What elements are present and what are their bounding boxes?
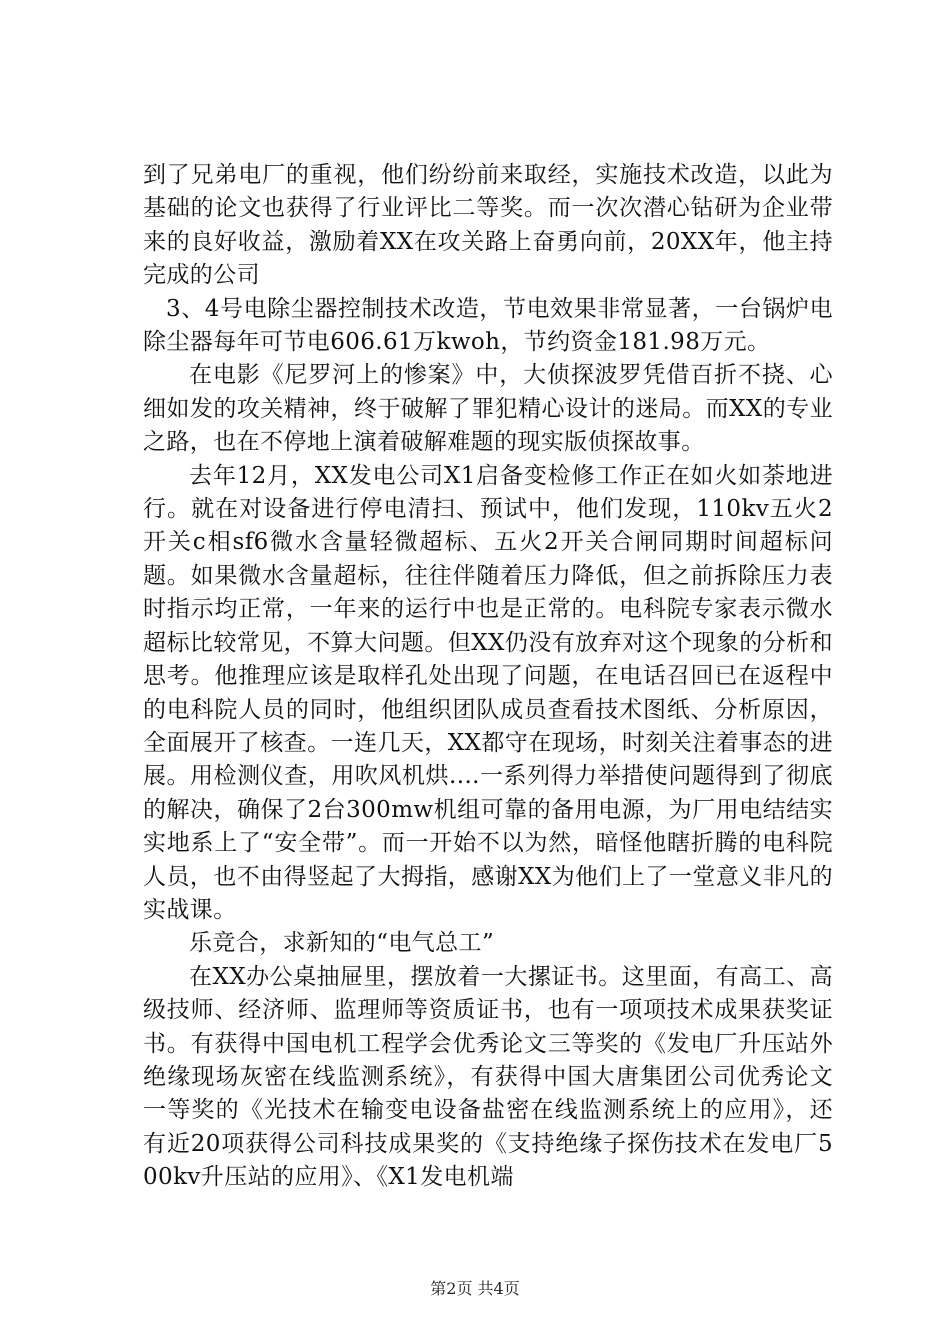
- paragraph-5: 在XX办公桌抽屉里，摆放着一大摞证书。这里面，有高工、高级技师、经济师、监理师等资质证书，也有一项项技术成果获奖证书。有获得中国电机工程学会优秀论文三等奖的《发电厂升压站外绝缘现场灰密在线监测系统》，有获得中国大唐集团公司优秀论文一等奖的《光技术在输变电设备盐密在线监测系统上的应用》，还有近20项获得公司科技成果奖的《支持绝缘子探伤技术在发电厂500kv升压站的应用》、《X1发电机端: [143, 963, 833, 1191]
- section-heading: 乐竞合，求新知的“电气总工”: [189, 930, 495, 957]
- paragraph-2: 3、4号电除尘器控制技术改造，节电效果非常显著，一台锅炉电除尘器每年可节电606.61万kwoh，节约资金181.98万元。: [143, 295, 833, 356]
- page-footer: 第2页 共4页: [430, 1279, 520, 1298]
- document-body: [143, 159, 833, 1195]
- paragraph-1: 到了兄弟电厂的重视，他们纷纷前来取经，实施技术改造，以此为基础的论文也获得了行业评比二等奖。而一次次潜心钻研为企业带来的良好收益，激励着XX在攻关路上奋勇向前，20XX年，他主持完成的公司: [143, 162, 833, 289]
- paragraph-3: 在电影《尼罗河上的惨案》中，大侦探波罗凭借百折不挠、心细如发的攻关精神，终于破解了罪犯精心设计的迷局。而XX的专业之路，也在不停地上演着破解难题的现实版侦探故事。: [143, 362, 833, 456]
- paragraph-4: 去年12月，XX发电公司X1启备变检修工作正在如火如荼地进行。就在对设备进行停电清扫、预试中，他们发现，110kv五火2开关c相sf6微水含量轻微超标、五火2开关合闸同期时间超标问题。如果微水含量超标，往往伴随着压力降低，但之前拆除压力表时指示均正常，一年来的运行中也是正常的。电科院专家表示微水超标比较常见，不算大问题。但XX仍没有放弃对这个现象的分析和思考。他推理应该是取样孔处出现了问题，在电话召回已在返程中的电科院人员的同时，他组织团队成员查看技术图纸、分析原因，全面展开了核查。一连几天，XX都守在现场，时刻关注着事态的进展。用检测仪查，用吹风机烘....一系列得力举措使问题得到了彻底的解决，确保了2台300mw机组可靠的备用电源，为厂用电结结实实地系上了“安全带”。而一开始不以为然，暗怪他瞎折腾的电科院人员，也不由得竖起了大拇指，感谢XX为他们上了一堂意义非凡的实战课。: [143, 462, 833, 923]
